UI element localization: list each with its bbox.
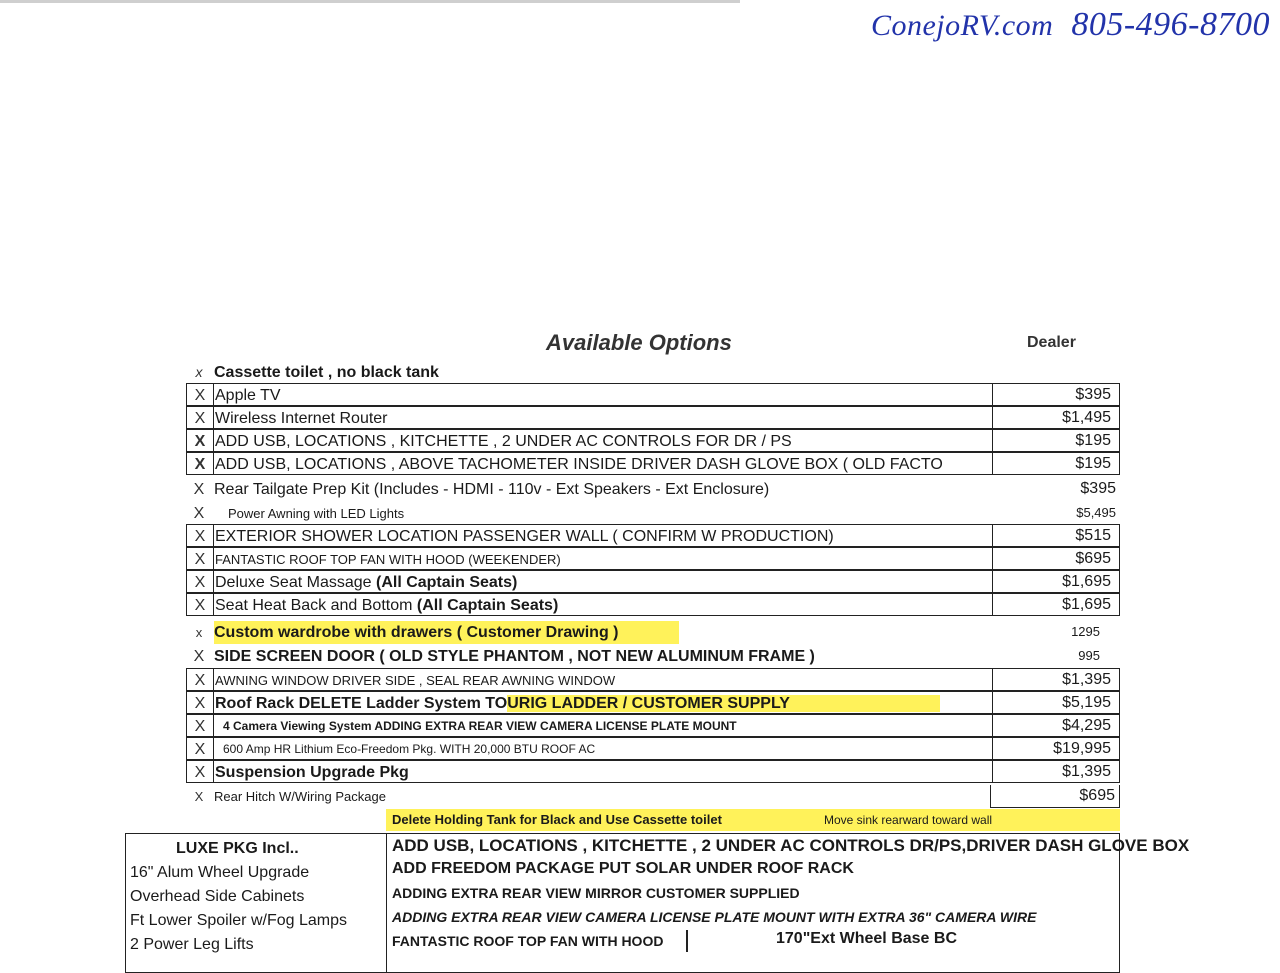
highlight-banner (386, 809, 1120, 831)
option-row (186, 691, 1120, 714)
option-price: $195 (992, 453, 1115, 474)
option-mark: X (187, 384, 214, 405)
note-line: ADDING EXTRA REAR VIEW CAMERA LICENSE PLATE MOUNT WITH EXTRA 36" CAMERA WIRE (392, 909, 1037, 925)
option-mark: X (187, 715, 214, 736)
option-row (186, 406, 1120, 429)
dealer-column-label: Dealer (1027, 334, 1076, 351)
option-mark: X (187, 430, 214, 451)
luxe-title: LUXE PKG Incl.. (176, 840, 299, 857)
option-desc: 600 Amp HR Lithium Eco-Freedom Pkg. WITH 20,000 BTU ROOF AC (223, 742, 596, 756)
option-row (186, 645, 1120, 668)
option-price: $5,195 (992, 692, 1115, 713)
option-desc-bold: (All Captain Seats) (375, 574, 518, 591)
option-mark: x (195, 625, 203, 640)
option-desc-main: Roof Rack DELETE Ladder System TO (215, 695, 508, 712)
option-price: 995 (1078, 648, 1100, 663)
option-desc: EXTERIOR SHOWER LOCATION PASSENGER WALL ( CONFIRM W PRODUCTION) (215, 528, 834, 545)
option-price: $195 (992, 430, 1115, 451)
options-heading: Available Options (546, 330, 732, 355)
option-desc: AWNING WINDOW DRIVER SIDE , SEAL REAR AWNING WINDOW (215, 673, 616, 688)
option-desc-highlight: URIG LADDER / CUSTOMER SUPPLY (507, 695, 940, 712)
option-desc-main: Seat Heat Back and Bottom (215, 597, 413, 614)
option-price: $1,695 (992, 571, 1115, 592)
dealer-watermark (871, 6, 1270, 44)
note-line: ADDING EXTRA REAR VIEW MIRROR CUSTOMER SUPPLIED (392, 885, 800, 901)
option-desc: SIDE SCREEN DOOR ( OLD STYLE PHANTOM , NOT NEW ALUMINUM FRAME ) (214, 648, 815, 665)
option-row (186, 737, 1120, 760)
option-price: $1,395 (992, 761, 1115, 782)
option-mark: x (195, 364, 203, 380)
option-desc: FANTASTIC ROOF TOP FAN WITH HOOD (WEEKENDER) (215, 552, 561, 567)
option-mark: X (187, 738, 214, 759)
option-desc: Wireless Internet Router (215, 410, 388, 427)
option-mark: X (187, 548, 214, 569)
option-row (186, 478, 1120, 501)
option-desc (215, 594, 991, 615)
option-desc: Rear Tailgate Prep Kit (Includes - HDMI - 110v - Ext Speakers - Ext Enclosure) (214, 481, 770, 498)
option-mark: X (187, 571, 214, 592)
option-row (186, 714, 1120, 737)
luxe-item: 16" Alum Wheel Upgrade (130, 864, 310, 881)
luxe-item: 2 Power Leg Lifts (130, 936, 254, 953)
option-row (186, 668, 1120, 691)
option-desc: Custom wardrobe with drawers ( Customer Drawing ) (214, 621, 679, 644)
option-price: $5,495 (1076, 505, 1116, 520)
notes-box (386, 833, 1190, 973)
option-mark: X (187, 407, 214, 428)
scan-edge-line (0, 0, 740, 3)
option-price: $4,295 (992, 715, 1115, 736)
watermark-phone: 805-496-8700 (1071, 6, 1270, 43)
option-price: $395 (992, 384, 1115, 405)
option-desc (215, 692, 991, 713)
option-desc: ADD USB, LOCATIONS , KITCHETTE , 2 UNDER AC CONTROLS FOR DR / PS (215, 433, 792, 450)
option-price: $1,695 (992, 594, 1115, 615)
option-price: $515 (992, 525, 1115, 546)
note-separator (686, 930, 688, 952)
option-row (186, 502, 1120, 525)
option-row (186, 570, 1120, 593)
option-mark: X (187, 594, 214, 615)
option-price: $19,995 (992, 738, 1115, 759)
option-price: $395 (1080, 480, 1116, 497)
banner-note: Move sink rearward toward wall (824, 813, 993, 827)
wheelbase-label: 170"Ext Wheel Base BC (776, 930, 957, 947)
option-price: $1,495 (992, 407, 1115, 428)
option-row (186, 361, 1120, 384)
luxe-item: Overhead Side Cabinets (130, 888, 305, 905)
option-mark: X (187, 761, 214, 782)
option-desc: 4 Camera Viewing System ADDING EXTRA REAR VIEW CAMERA LICENSE PLATE MOUNT (223, 719, 737, 733)
option-desc: ADD USB, LOCATIONS , ABOVE TACHOMETER INSIDE DRIVER DASH GLOVE BOX ( OLD FACTO (215, 456, 943, 473)
option-price: $695 (992, 548, 1115, 569)
option-row (186, 593, 1120, 616)
option-mark: X (193, 505, 205, 522)
luxe-package-box (125, 833, 387, 973)
option-row (186, 785, 1120, 808)
option-mark: X (193, 648, 205, 665)
option-price: $695 (990, 785, 1120, 808)
option-desc (215, 571, 991, 592)
banner-note: Delete Holding Tank for Black and Use Cassette toilet (392, 812, 722, 827)
option-desc: Rear Hitch W/Wiring Package (214, 789, 386, 804)
option-mark: X (193, 481, 205, 498)
option-row (186, 760, 1120, 783)
option-desc: Cassette toilet , no black tank (214, 364, 439, 381)
option-desc: Power Awning with LED Lights (228, 506, 405, 521)
option-row (186, 524, 1120, 547)
option-desc: Suspension Upgrade Pkg (215, 764, 409, 781)
option-row (186, 452, 1120, 475)
option-row (186, 621, 1120, 644)
watermark-site: ConejoRV.com (870, 9, 1054, 42)
option-desc: Apple TV (215, 387, 281, 404)
note-line: ADD USB, LOCATIONS , KITCHETTE , 2 UNDER AC CONTROLS DR/PS,DRIVER DASH GLOVE BOX (392, 836, 1190, 855)
option-mark: X (187, 453, 214, 474)
option-desc-main: Deluxe Seat Massage (215, 574, 372, 591)
option-mark: X (187, 692, 214, 713)
option-row (186, 429, 1120, 452)
option-desc-bold: (All Captain Seats) (416, 597, 559, 614)
option-mark: X (194, 789, 204, 804)
option-mark: X (187, 669, 214, 690)
luxe-item: Ft Lower Spoiler w/Fog Lamps (130, 912, 347, 929)
option-price: $1,395 (992, 669, 1115, 690)
option-mark: X (187, 525, 214, 546)
note-line: FANTASTIC ROOF TOP FAN WITH HOOD (392, 933, 664, 949)
note-line: ADD FREEDOM PACKAGE PUT SOLAR UNDER ROOF RACK (392, 860, 854, 877)
option-row (186, 383, 1120, 406)
option-row (186, 547, 1120, 570)
option-price: 1295 (1071, 624, 1100, 639)
